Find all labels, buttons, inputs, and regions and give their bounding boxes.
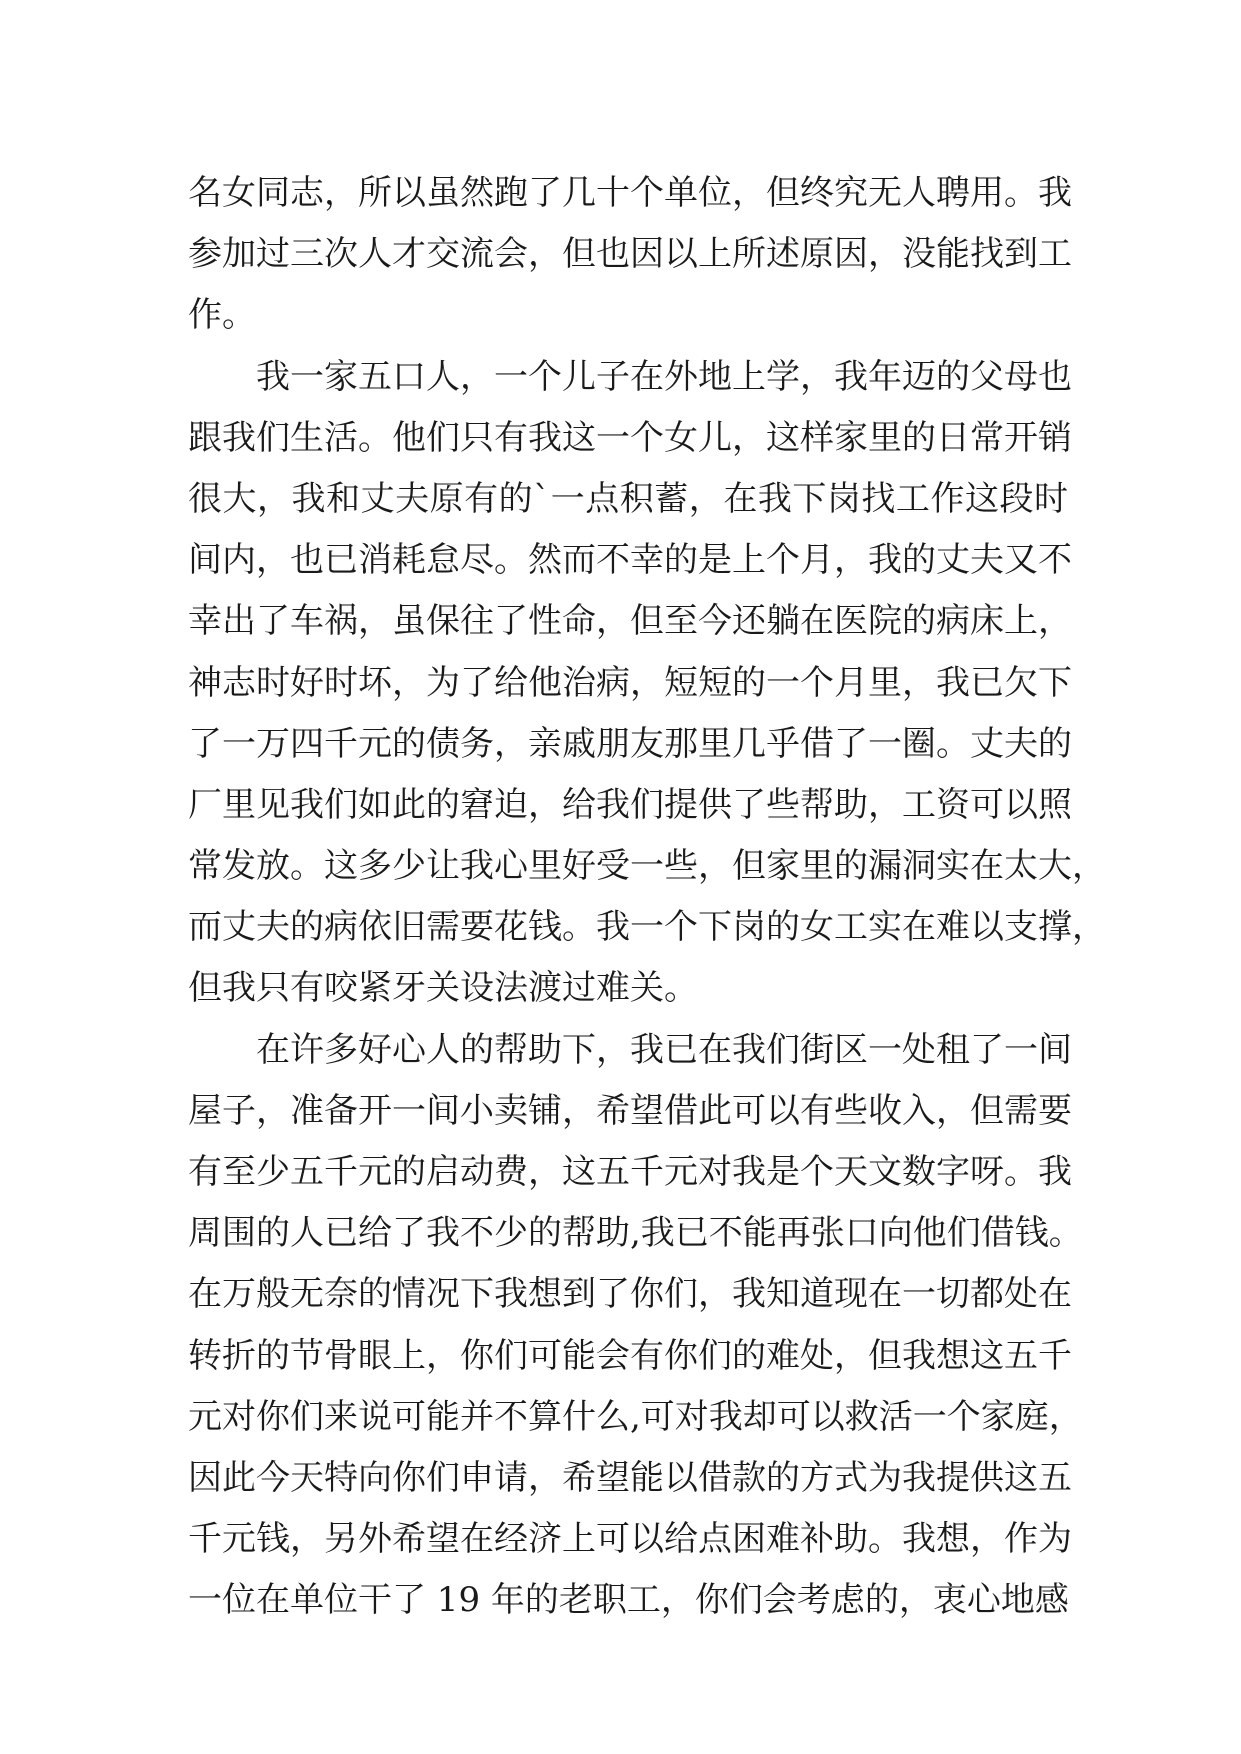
paragraph-3-line-3: 有至少五千元的启动费，这五千元对我是个天文数字呀。我 xyxy=(188,1152,1072,1192)
paragraph-3-line-2: 屋子，准备开一间小卖铺，希望借此可以有些收入，但需要 xyxy=(188,1090,1072,1131)
paragraph-1-line-1: 名女同志，所以虽然跑了几十个单位，但终究无人聘用。我 xyxy=(188,173,1072,213)
paragraph-2-line-1: 我一家五口人，一个儿子在外地上学，我年迈的父母也 xyxy=(256,356,1072,397)
paragraph-2-line-11: 但我只有咬紧牙关设法渡过难关。 xyxy=(188,968,698,1009)
paragraph-3-line-4: 周围的人已给了我不少的帮助,我已不能再张口向他们借钱。 xyxy=(188,1213,1083,1254)
paragraph-2-line-10: 而丈夫的病依旧需要花钱。我一个下岗的女工实在难以支撑， xyxy=(188,907,1106,948)
paragraph-2-line-7: 了一万四千元的债务，亲戚朋友那里几乎借了一圈。丈夫的 xyxy=(188,723,1072,764)
paragraph-2-line-9: 常发放。这多少让我心里好受一些，但家里的漏洞实在太大， xyxy=(188,846,1106,887)
paragraph-3-line-10: 一位在单位干了 19 年的老职工，你们会考虑的，衷心地感 xyxy=(188,1580,1069,1621)
paragraph-2-line-6: 神志时好时坏，为了给他治病，短短的一个月里，我已欠下 xyxy=(188,662,1072,703)
paragraph-3-line-7: 元对你们来说可能并不算什么,可对我却可以救活一个家庭， xyxy=(188,1396,1083,1437)
letter-body xyxy=(188,163,1106,1632)
paragraph-2-line-4: 间内，也已消耗怠尽。然而不幸的是上个月，我的丈夫又不 xyxy=(188,540,1072,581)
paragraph-3-line-6: 转折的节骨眼上，你们可能会有你们的难处，但我想这五千 xyxy=(188,1335,1072,1376)
paragraph-1-line-3: 作。 xyxy=(188,295,256,336)
paragraph-2-line-3: 很大，我和丈夫原有的`一点积蓄，在我下岗找工作这段时 xyxy=(188,478,1068,519)
paragraph-3-line-5: 在万般无奈的情况下我想到了你们，我知道现在一切都处在 xyxy=(188,1274,1072,1315)
paragraph-2-line-5: 幸出了车祸，虽保往了性命，但至今还躺在医院的病床上， xyxy=(188,601,1072,642)
paragraph-2-line-2: 跟我们生活。他们只有我这一个女儿，这样家里的日常开销 xyxy=(188,417,1072,458)
paragraph-3-line-9: 千元钱，另外希望在经济上可以给点困难补助。我想，作为 xyxy=(188,1519,1072,1560)
paragraph-2-line-8: 厂里见我们如此的窘迫，给我们提供了些帮助，工资可以照 xyxy=(188,784,1072,825)
paragraph-3-line-1: 在许多好心人的帮助下，我已在我们街区一处租了一间 xyxy=(256,1029,1072,1070)
paragraph-1-line-2: 参加过三次人才交流会，但也因以上所述原因，没能找到工 xyxy=(188,234,1072,275)
paragraph-3-line-8: 因此今天特向你们申请，希望能以借款的方式为我提供这五 xyxy=(188,1457,1072,1498)
